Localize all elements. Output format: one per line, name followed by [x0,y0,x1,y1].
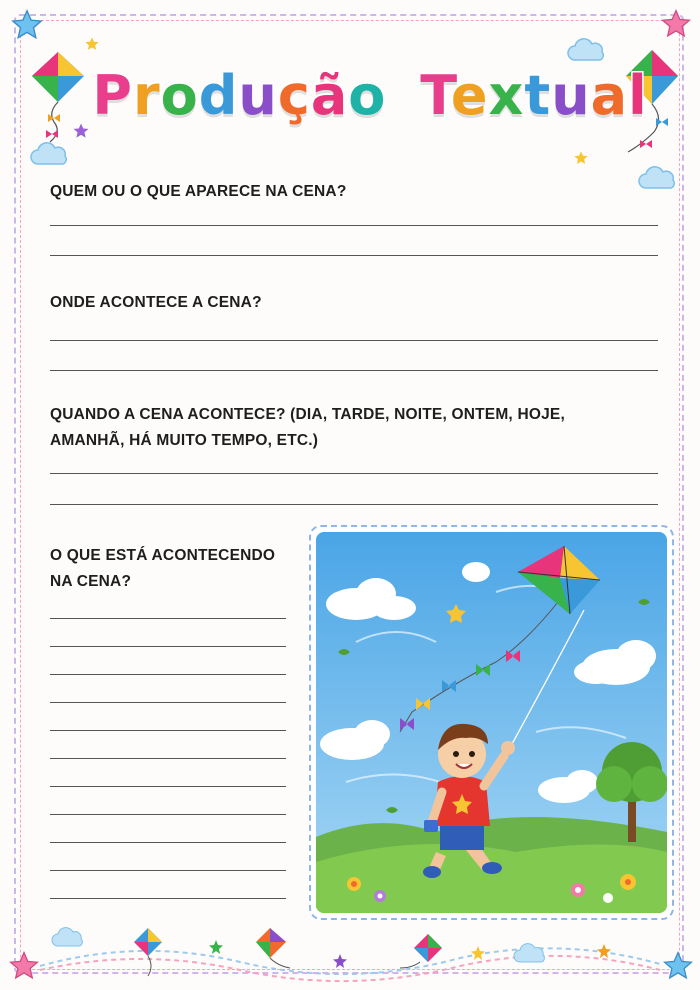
star-icon [597,944,611,958]
answer-line[interactable] [50,786,286,787]
answer-line[interactable] [50,504,658,505]
answer-line[interactable] [50,674,286,675]
cloud-icon [638,166,680,190]
answer-line[interactable] [50,702,286,703]
question-what-line-2: NA CENA? [50,573,132,590]
answer-line[interactable] [50,370,658,371]
star-icon [660,8,692,40]
answer-line[interactable] [50,646,286,647]
star-icon [10,8,44,42]
flower-icon [620,874,636,890]
question-where: ONDE ACONTECE A CENA? [50,294,262,311]
boy-flying-kite-illustration [316,532,667,913]
kite-icon [28,50,88,145]
page-title [90,56,650,136]
answer-line[interactable] [50,255,658,256]
flower-icon [603,893,613,903]
answer-line[interactable] [50,473,658,474]
question-when-line-2: AMANHÃ, HÁ MUITO TEMPO, ETC.) [50,432,319,449]
flower-icon [571,883,585,897]
answer-line[interactable] [50,758,286,759]
cloud-icon [514,944,544,962]
star-icon [471,946,485,960]
answer-line[interactable] [50,340,658,341]
question-when-line-1: QUANDO A CENA ACONTECE? (DIA, TARDE, NOITE, ONTEM, HOJE, [50,406,565,423]
title-word-2: Textual [420,64,648,127]
kite-icon [400,934,442,968]
cloud-icon [30,142,72,166]
question-when [50,402,565,454]
flower-icon [374,890,386,902]
answer-line[interactable] [50,842,286,843]
star-icon [209,940,223,954]
title-word-1: Produção [92,64,387,127]
answer-line[interactable] [50,870,286,871]
bottom-garland [20,918,680,986]
answer-line[interactable] [50,618,286,619]
question-what [50,543,275,595]
star-icon [573,150,589,166]
scene-picture-frame [309,525,674,920]
answer-line[interactable] [50,898,286,899]
flower-icon [347,877,361,891]
question-who: QUEM OU O QUE APARECE NA CENA? [50,183,347,200]
cloud-icon [462,562,490,582]
answer-line[interactable] [50,225,658,226]
star-icon [333,954,347,968]
cloud-icon [52,928,82,946]
question-what-line-1: O QUE ESTÁ ACONTECENDO [50,547,276,564]
kite-icon [256,928,290,968]
answer-line[interactable] [50,814,286,815]
answer-line[interactable] [50,730,286,731]
